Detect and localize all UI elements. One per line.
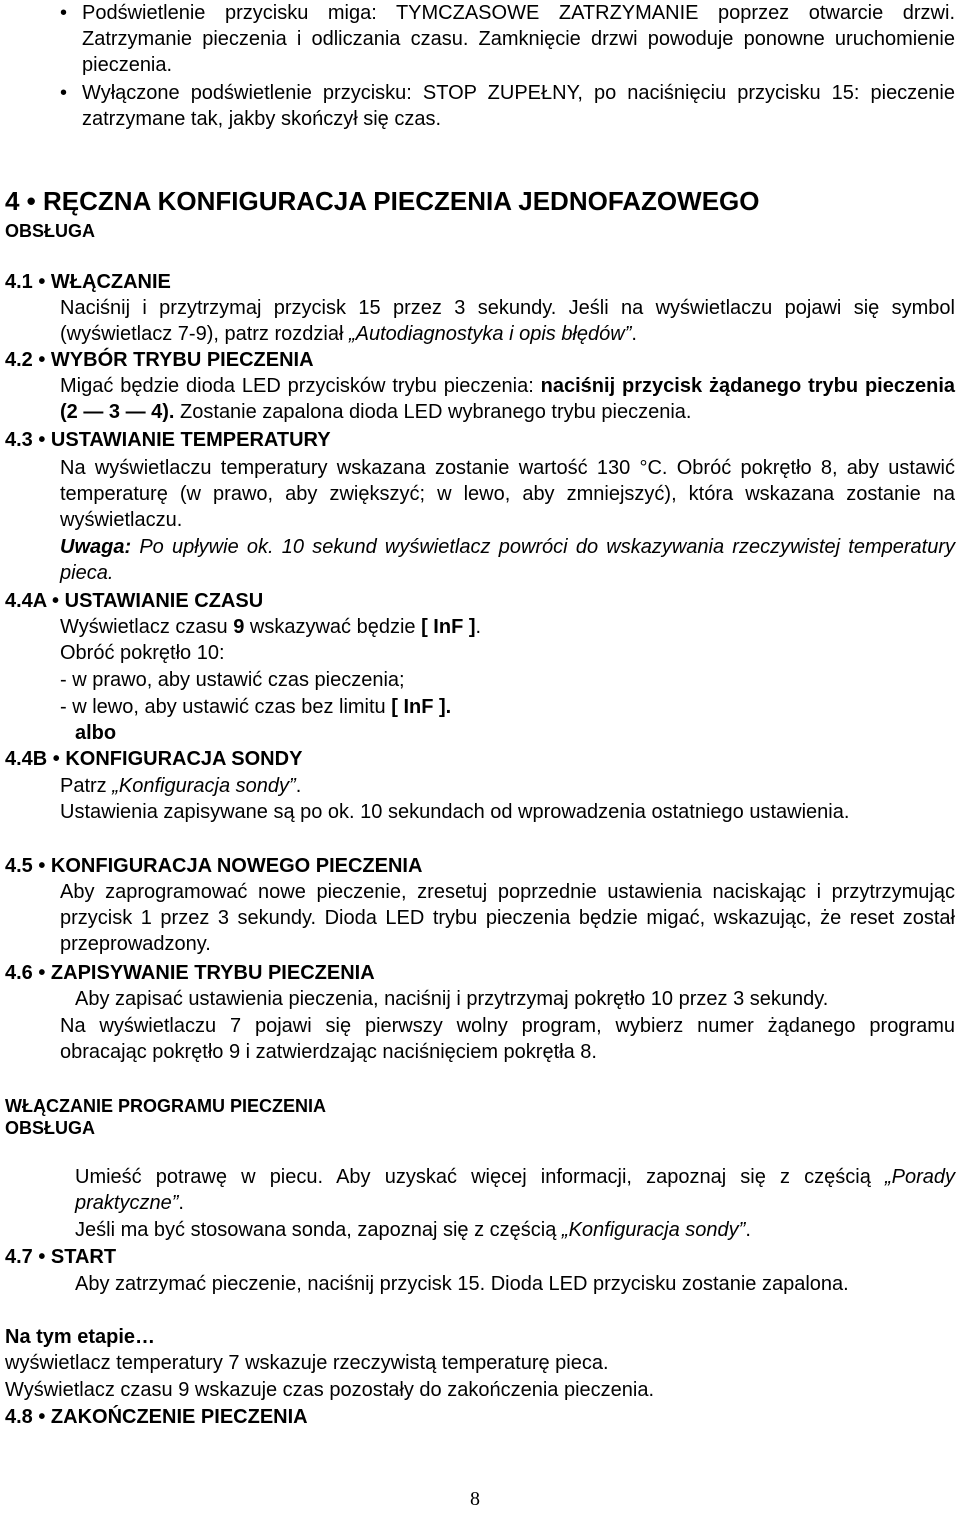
label-heading: Na tym etapie… (5, 1326, 156, 1348)
paragraph (60, 295, 955, 347)
subsection-title: 4.8 • ZAKOŃCZENIE PIECZENIA (5, 1406, 308, 1428)
paragraph: Na wyświetlaczu 7 pojawi się pierwszy wolny program, wybierz numer żądanego programu obracając pokrętło 9 i zatwierdzając naciśnięciem pokrętła 8. (60, 1015, 955, 1063)
subsection-title: 4.7 • START (5, 1246, 117, 1268)
reference-text: „Porady praktyczne” (75, 1166, 955, 1214)
section-title: WŁĄCZANIE PROGRAMU PIECZENIA (5, 1096, 326, 1116)
paragraph-text: Patrz (60, 775, 113, 797)
note-text: Po upływie ok. 10 sekund wyświetlacz powróci do wskazywania rzeczywistej temperatury pieca. (60, 536, 955, 584)
paragraph-text: Zostanie zapalona dioda LED wybranego trybu pieczenia. (174, 401, 692, 423)
paragraph-text: Jeśli ma być stosowana sonda, zapoznaj się z częścią (75, 1219, 562, 1241)
bullet-item (60, 80, 955, 132)
paragraph: Obróć pokrętło 10: (60, 642, 225, 664)
subsection-title: 4.5 • KONFIGURACJA NOWEGO PIECZENIA (5, 855, 423, 877)
paragraph: Na wyświetlaczu temperatury wskazana zostanie wartość 130 °C. Obróć pokrętło 8, aby ustawić temperaturę (w prawo, aby zwiększyć; w lewo, aby zmniejszyć), która wskazana zostanie na wyświetlaczu. (60, 457, 955, 531)
paragraph-text: . (475, 616, 482, 638)
reference-text: „Konfiguracja sondy” (561, 1219, 746, 1241)
paragraph-text: . (295, 775, 302, 797)
paragraph: Wyświetlacz czasu 9 wskazuje czas pozostały do zakończenia pieczenia. (5, 1379, 655, 1401)
paragraph (75, 1217, 751, 1243)
section-subtitle: OBSŁUGA (5, 1118, 95, 1138)
paragraph-text: Umieść potrawę w piecu. Aby uzyskać więcej informacji, zapoznaj się z częścią (75, 1166, 885, 1188)
bullet-item (60, 0, 955, 78)
paragraph (60, 614, 481, 640)
note (60, 534, 955, 586)
subsection-title: 4.4B • KONFIGURACJA SONDY (5, 748, 303, 770)
reference-text: „Autodiagnostyka i opis błędów” (348, 323, 632, 345)
paragraph (60, 373, 955, 425)
paragraph-text: Migać będzie dioda LED przycisków trybu pieczenia: (60, 375, 541, 397)
bullet-text: Podświetlenie przycisku miga: TYMCZASOWE ZATRZYMANIE poprzez otwarcie drzwi. Zatrzymanie pieczenia i odliczania czasu. Zamknięcie drzwi powoduje ponowne uruchomienie pieczenia. (82, 2, 955, 76)
paragraph: Aby zaprogramować nowe pieczenie, zresetuj poprzednie ustawienia naciskając i przytrzymując przycisk 1 przez 3 sekundy. Dioda LED trybu pieczenia będzie migać, wskazując, że reset został przeprowadzony. (60, 881, 955, 955)
paragraph (75, 1164, 955, 1216)
emphasis-text: [ InF ] (421, 616, 476, 638)
paragraph: Aby zapisać ustawienia pieczenia, naciśnij i przytrzymaj pokrętło 10 przez 3 sekundy. (75, 988, 829, 1010)
paragraph-text: . (631, 323, 637, 345)
paragraph-text: . (178, 1192, 184, 1214)
list-item: - w prawo, aby ustawić czas pieczenia; (60, 669, 405, 691)
subsection-title: 4.4A • USTAWIANIE CZASU (5, 590, 264, 612)
paragraph: wyświetlacz temperatury 7 wskazuje rzeczywistą temperaturę pieca. (5, 1352, 609, 1374)
paragraph: Ustawienia zapisywane są po ok. 10 sekundach od wprowadzenia ostatniego ustawienia. (60, 801, 850, 823)
section-subtitle: OBSŁUGA (5, 221, 95, 241)
page-number: 8 (470, 1488, 480, 1510)
paragraph-text: Wyświetlacz czasu (60, 616, 234, 638)
emphasis-text: [ InF ]. (391, 696, 452, 718)
emphasis-text: 9 (233, 616, 245, 638)
subsection-title: 4.1 • WŁĄCZANIE (5, 271, 171, 293)
bullet-dot: • (60, 2, 68, 24)
emphasis-text: naciśnij przycisk żądanego trybu pieczenia (2 — 3 — 4). (60, 375, 955, 423)
list-item (60, 694, 451, 720)
section-title: 4 • RĘCZNA KONFIGURACJA PIECZENIA JEDNOFAZOWEGO (5, 186, 760, 216)
subsection-title: 4.3 • USTAWIANIE TEMPERATURY (5, 429, 331, 451)
reference-text: „Konfiguracja sondy” (112, 775, 296, 797)
paragraph (60, 773, 301, 799)
paragraph-text: wskazywać będzie (244, 616, 422, 638)
bullet-text: Wyłączone podświetlenie przycisku: STOP ZUPEŁNY, po naciśnięciu przycisku 15: pieczenie zatrzymane tak, jakby skończył się czas. (82, 82, 955, 130)
note-label: Uwaga: (60, 536, 132, 558)
paragraph-text: Naciśnij i przytrzymaj przycisk 15 przez 3 sekundy. Jeśli na wyświetlaczu pojawi się symbol (wyświetlacz 7-9), patrz rozdział (60, 297, 955, 345)
subsection-title: 4.6 • ZAPISYWANIE TRYBU PIECZENIA (5, 962, 375, 984)
subsection-title: 4.2 • WYBÓR TRYBU PIECZENIA (5, 349, 314, 371)
bullet-dot: • (60, 82, 68, 104)
paragraph-text: - w lewo, aby ustawić czas bez limitu (60, 696, 392, 718)
paragraph: Aby zatrzymać pieczenie, naciśnij przycisk 15. Dioda LED przycisku zostanie zapalona. (75, 1273, 849, 1295)
alternative-label: albo (75, 722, 117, 744)
paragraph-text: . (745, 1219, 751, 1241)
